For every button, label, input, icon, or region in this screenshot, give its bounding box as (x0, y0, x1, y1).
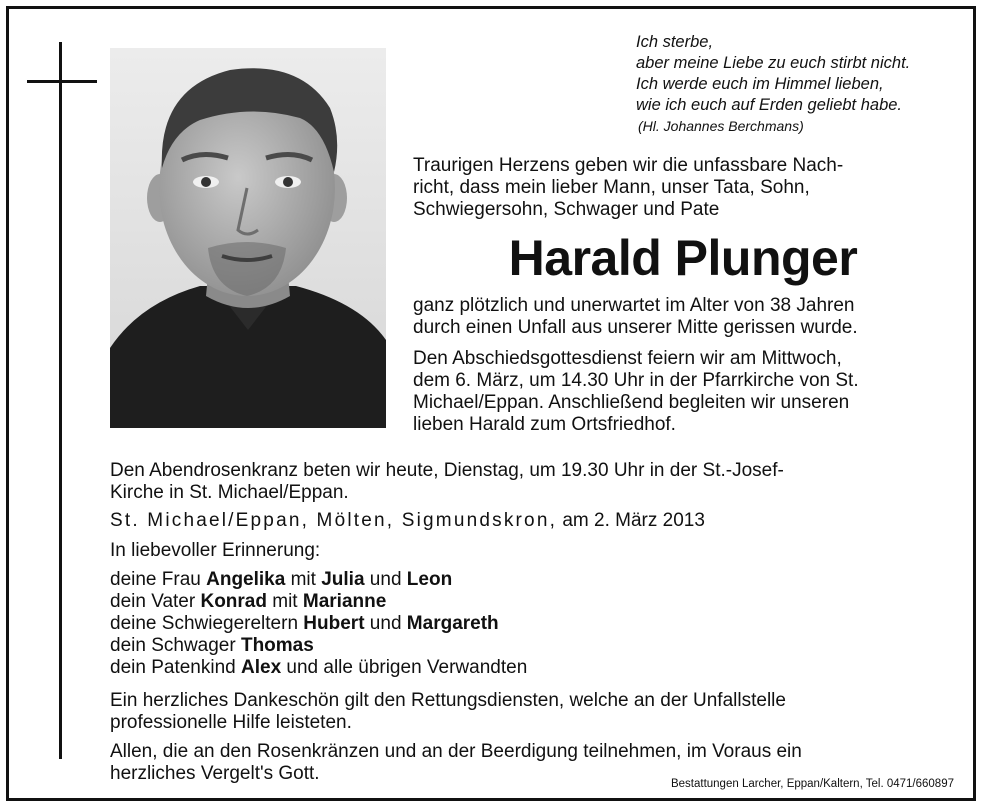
family-list (110, 569, 527, 679)
family-line: dein Patenkind Alex und alle übrigen Verwandten (110, 657, 528, 678)
deceased-name: Harald Plunger (508, 230, 858, 286)
quote-line: Ich werde euch im Himmel lieben, (636, 75, 884, 93)
portrait-photo (110, 48, 386, 428)
family-line: dein Vater Konrad mit Marianne (110, 591, 387, 612)
text-line: Allen, die an den Rosenkränzen und an der Beerdigung teilnehmen, im Voraus ein (110, 741, 802, 762)
text-line: lieben Harald zum Ortsfriedhof. (413, 414, 676, 435)
text-line: durch einen Unfall aus unserer Mitte gerissen wurde. (413, 317, 858, 338)
undertaker-credit: Bestattungen Larcher, Eppan/Kaltern, Tel. 0471/660897 (670, 778, 954, 790)
family-line: dein Schwager Thomas (110, 635, 314, 656)
text-line: Den Abschiedsgottesdienst feiern wir am Mittwoch, (413, 348, 842, 369)
announcement-intro (413, 155, 953, 221)
notice-date: am 2. März 2013 (562, 510, 705, 531)
quote-line: aber meine Liebe zu euch stirbt nicht. (636, 54, 911, 72)
cross-icon-bar (27, 80, 97, 83)
death-notice (413, 295, 953, 339)
text-line: dem 6. März, um 14.30 Uhr in der Pfarrkirche von St. (413, 370, 859, 391)
text-line: Kirche in St. Michael/Eppan. (110, 482, 349, 503)
text-line: herzliches Vergelt's Gott. (110, 763, 320, 784)
text-line: Michael/Eppan. Anschließend begleiten wir unseren (413, 392, 850, 413)
text-line: ganz plötzlich und unerwartet im Alter von 38 Jahren (413, 295, 855, 316)
text-line: Den Abendrosenkranz beten wir heute, Dienstag, um 19.30 Uhr in der St.-Josef- (110, 460, 784, 481)
place-date (110, 510, 705, 532)
memory-heading: In liebevoller Erinnerung: (110, 540, 321, 561)
quote-line: wie ich euch auf Erden geliebt habe. (636, 96, 903, 114)
rosary-notice (110, 460, 955, 504)
quote-line: Ich sterbe, (636, 33, 714, 51)
family-line: deine Schwiegereltern Hubert und Margareth (110, 613, 499, 634)
quote-block (636, 32, 910, 137)
text-line: Schwiegersohn, Schwager und Pate (413, 199, 720, 220)
cross-icon (59, 42, 62, 759)
funeral-service (413, 348, 953, 436)
family-line: deine Frau Angelika mit Julia und Leon (110, 569, 453, 590)
portrait-image (110, 48, 386, 428)
thanks-notice (110, 690, 955, 734)
text-line: Traurigen Herzens geben wir die unfassbare Nach- (413, 155, 844, 176)
quote-source: (Hl. Johannes Berchmans) (638, 118, 804, 134)
place-names: St. Michael/Eppan, Mölten, Sigmundskron, (110, 510, 558, 531)
text-line: Ein herzliches Dankeschön gilt den Rettungsdiensten, welche an der Unfallstelle (110, 690, 786, 711)
text-line: professionelle Hilfe leisteten. (110, 712, 352, 733)
text-line: richt, dass mein lieber Mann, unser Tata, Sohn, (413, 177, 810, 198)
